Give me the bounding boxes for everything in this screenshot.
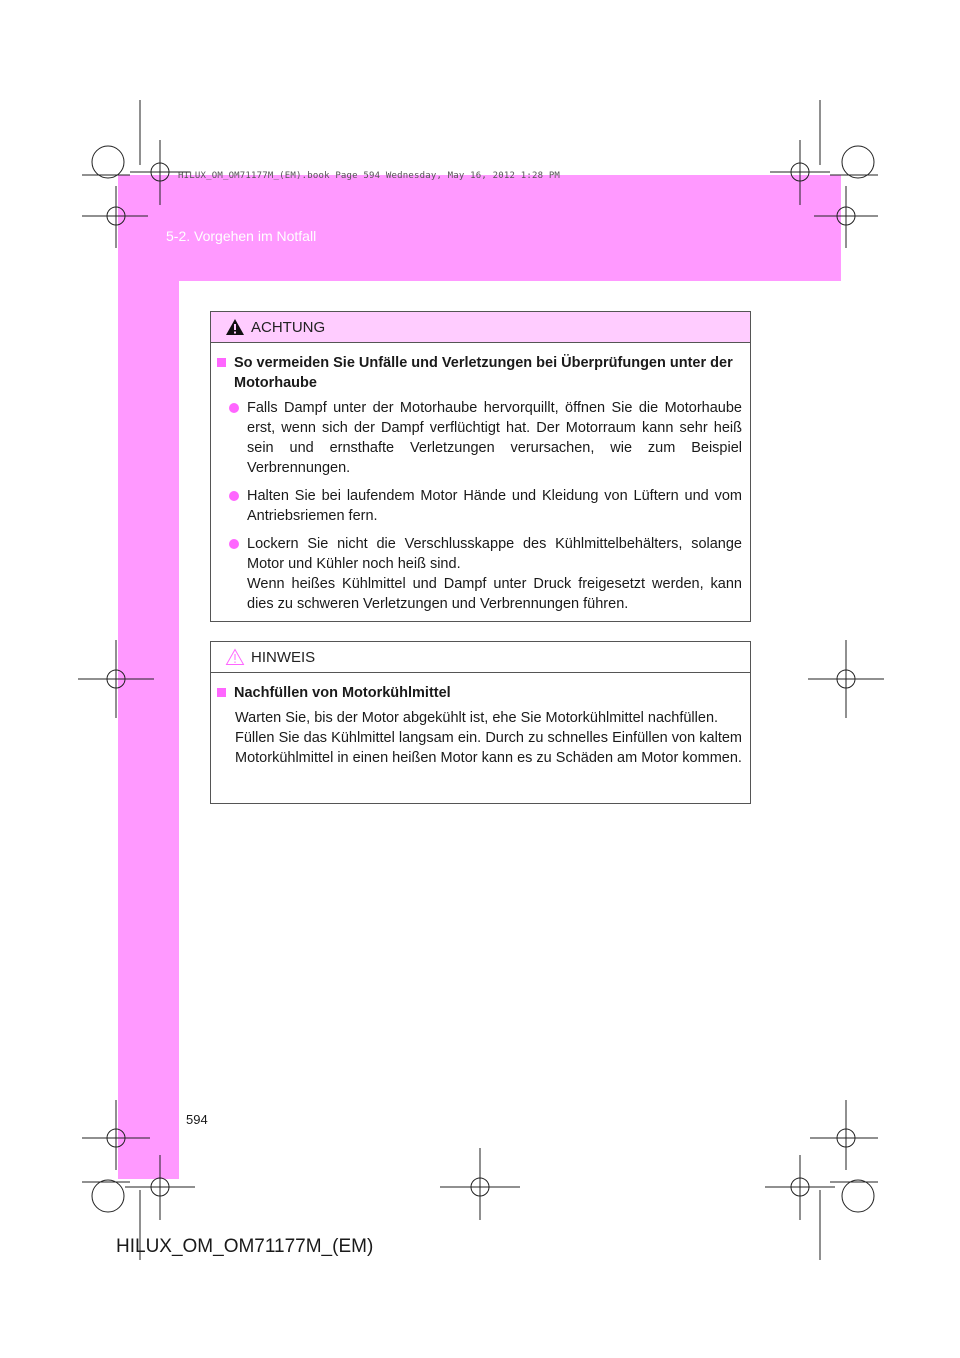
notice-paragraph: Warten Sie, bis der Motor abgekühlt ist, ehe Sie Motorkühlmittel nachfüllen.: [235, 710, 719, 726]
warning-label: ACHTUNG: [251, 318, 326, 336]
warning-bullet-text: Halten Sie bei laufendem Motor Hände und Kleidung von Lüftern und vom Antriebsriemen fern.: [247, 488, 742, 524]
crop-mark-top-right: [770, 100, 878, 248]
notice-label: HINWEIS: [251, 648, 316, 666]
footer-code: HILUX_OM_OM71177M_(EM): [116, 1236, 374, 1257]
section-title: 5-2. Vorgehen im Notfall: [166, 228, 317, 244]
crop-mark-bottom-right: [765, 1100, 878, 1260]
notice-topic-text: Nachfüllen von Motorkühlmittel: [234, 685, 451, 701]
crop-mark-top-left: [82, 100, 190, 248]
warning-bullet-text: Falls Dampf unter der Motorhaube hervorquillt, öffnen Sie die Motorhaube erst, wenn sich der Dampf verflüchtigt hat. Der Motorraum kann sehr heiß sein und ernsthafte Verletzungen verursachen, wie zum Beispiel Verbrennungen.: [247, 400, 742, 476]
crop-mark-mid-right: [808, 640, 884, 718]
crop-mark-bottom-center: [440, 1148, 520, 1220]
warning-bullet-continuation: Wenn heißes Kühlmittel und Dampf unter Druck freigesetzt werden, kann dies zu schweren Verletzungen und Verbrennungen führen.: [247, 576, 742, 612]
crop-mark-mid-left: [78, 640, 154, 718]
notice-paragraph: Füllen Sie das Kühlmittel langsam ein. Durch zu schnelles Einfüllen von kaltem Motorkühlmittel in einen heißen Motor kann es zu Schäden am Motor kommen.: [235, 730, 742, 766]
warning-bullet-line: Lockern Sie nicht die Verschlusskappe des Kühlmittelbehälters, solange Motor und Kühler noch heiß sind.: [247, 536, 742, 572]
book-info-line: HILUX_OM_OM71177M_(EM).book Page 594 Wednesday, May 16, 2012 1:28 PM: [178, 171, 561, 181]
page-number: 594: [186, 1112, 208, 1127]
crop-mark-bottom-left: [82, 1100, 195, 1260]
warning-topic-text: So vermeiden Sie Unfälle und Verletzungen bei Überprüfungen unter der Motorhaube: [234, 355, 733, 391]
